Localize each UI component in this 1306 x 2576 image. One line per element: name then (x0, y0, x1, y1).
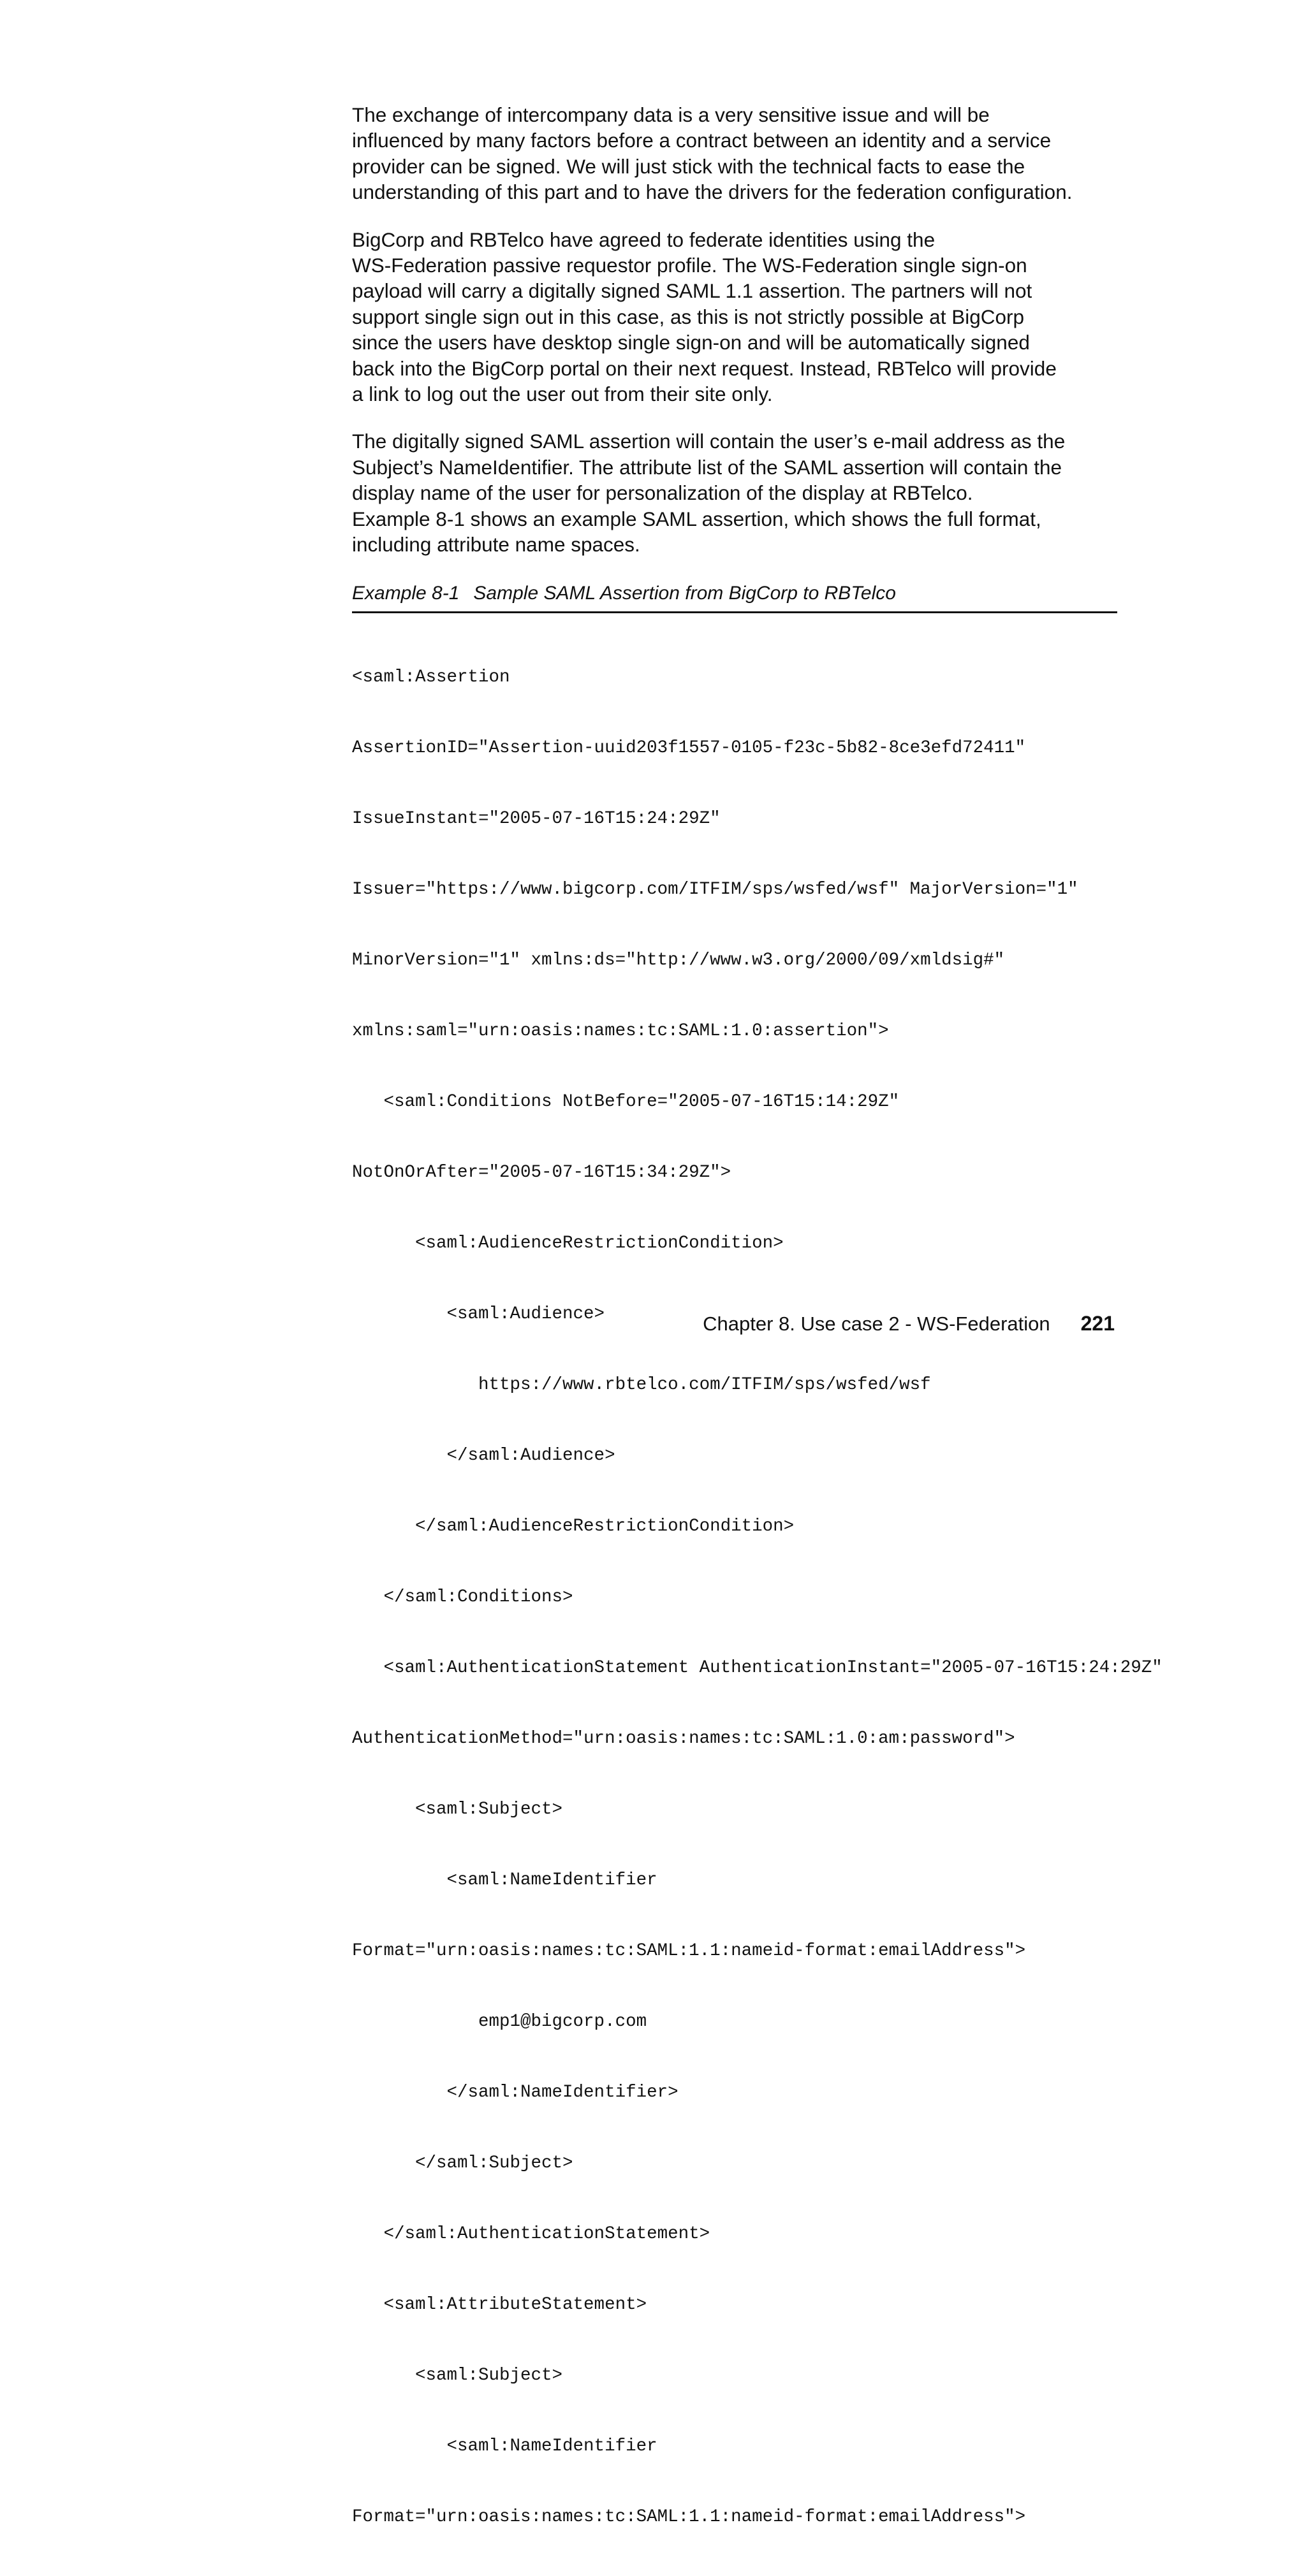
paragraph-line: Example 8-1 shows an example SAML assertion, which shows the full format, (352, 507, 1041, 530)
code-line: emp1@bigcorp.com (352, 2011, 647, 2032)
example-label: Example 8-1 (352, 582, 460, 604)
code-line: </saml:AudienceRestrictionCondition> (352, 1516, 795, 1536)
paragraph-line: understanding of this part and to have the drivers for the federation configuration. (352, 180, 1073, 204)
page-footer (352, 1312, 1115, 1335)
example-title: Sample SAML Assertion from BigCorp to RBTelco (473, 582, 896, 604)
paragraph-line: payload will carry a digitally signed SAML 1.1 assertion. The partners will not (352, 279, 1032, 303)
page-content (352, 102, 1163, 2576)
code-listing (352, 618, 1163, 2576)
code-line: Issuer="https://www.bigcorp.com/ITFIM/sps/wsfed/wsf" MajorVersion="1" (352, 879, 1078, 899)
paragraph-line: influenced by many factors before a contract between an identity and a service (352, 129, 1052, 152)
paragraph-line: The digitally signed SAML assertion will contain the user’s e-mail address as the (352, 430, 1066, 453)
code-line: <saml:Subject> (352, 2365, 563, 2385)
code-line: <saml:Audience> (352, 1304, 605, 1324)
paragraph-line: Subject’s NameIdentifier. The attribute list of the SAML assertion will contain the (352, 455, 1062, 479)
code-line: NotOnOrAfter="2005-07-16T15:34:29Z"> (352, 1162, 731, 1182)
paragraph-line: The exchange of intercompany data is a very sensitive issue and will be (352, 103, 990, 126)
code-line: <saml:AttributeStatement> (352, 2294, 647, 2315)
page-number: 221 (1080, 1312, 1115, 1335)
paragraph-line: since the users have desktop single sign-on and will be automatically signed (352, 331, 1030, 354)
code-line: <saml:Subject> (352, 1799, 563, 1819)
body-paragraph-2 (352, 227, 1117, 407)
code-line: </saml:Conditions> (352, 1587, 573, 1607)
paragraph-line: including attribute name spaces. (352, 533, 640, 557)
paragraph-line: a link to log out the user out from their site only. (352, 382, 773, 406)
code-line: Format="urn:oasis:names:tc:SAML:1.1:nameid-format:emailAddress"> (352, 1940, 1026, 1961)
code-line: <saml:NameIdentifier (352, 2436, 657, 2456)
code-line: </saml:Audience> (352, 1445, 615, 1466)
paragraph-line: support single sign out in this case, as this is not strictly possible at BigCorp (352, 305, 1025, 328)
body-paragraph-1 (352, 102, 1117, 205)
code-line: </saml:NameIdentifier> (352, 2082, 679, 2102)
chapter-title: Chapter 8. Use case 2 - WS-Federation (703, 1313, 1050, 1335)
example-caption (352, 581, 1117, 613)
code-line: </saml:AuthenticationStatement> (352, 2223, 710, 2244)
paragraph-line: back into the BigCorp portal on their next request. Instead, RBTelco will provide (352, 356, 1057, 380)
paragraph-line: BigCorp and RBTelco have agreed to federate identities using the (352, 228, 935, 251)
code-line: <saml:Assertion (352, 667, 510, 687)
code-line: MinorVersion="1" xmlns:ds="http://www.w3.org/2000/09/xmldsig#" (352, 950, 1005, 970)
paragraph-line: provider can be signed. We will just stick with the technical facts to ease the (352, 154, 1025, 178)
code-line: AssertionID="Assertion-uuid203f1557-0105-f23c-5b82-8ce3efd72411" (352, 738, 1026, 758)
code-line: https://www.rbtelco.com/ITFIM/sps/wsfed/wsf (352, 1374, 931, 1395)
body-paragraph-3 (352, 428, 1117, 557)
code-line: <saml:AuthenticationStatement AuthenticationInstant="2005-07-16T15:24:29Z" (352, 1657, 1163, 1678)
code-line: AuthenticationMethod="urn:oasis:names:tc:SAML:1.0:am:password"> (352, 1728, 1015, 1749)
code-line: IssueInstant="2005-07-16T15:24:29Z" (352, 808, 721, 829)
code-line: <saml:Conditions NotBefore="2005-07-16T15:14:29Z" (352, 1091, 900, 1112)
code-line: <saml:NameIdentifier (352, 1870, 657, 1890)
paragraph-line: display name of the user for personalization of the display at RBTelco. (352, 481, 973, 505)
paragraph-line: WS-Federation passive requestor profile. The WS-Federation single sign-on (352, 254, 1027, 277)
code-line: xmlns:saml="urn:oasis:names:tc:SAML:1.0:assertion"> (352, 1021, 889, 1041)
code-line: <saml:AudienceRestrictionCondition> (352, 1233, 784, 1253)
code-line: Format="urn:oasis:names:tc:SAML:1.1:nameid-format:emailAddress"> (352, 2507, 1026, 2527)
code-line: </saml:Subject> (352, 2153, 573, 2173)
